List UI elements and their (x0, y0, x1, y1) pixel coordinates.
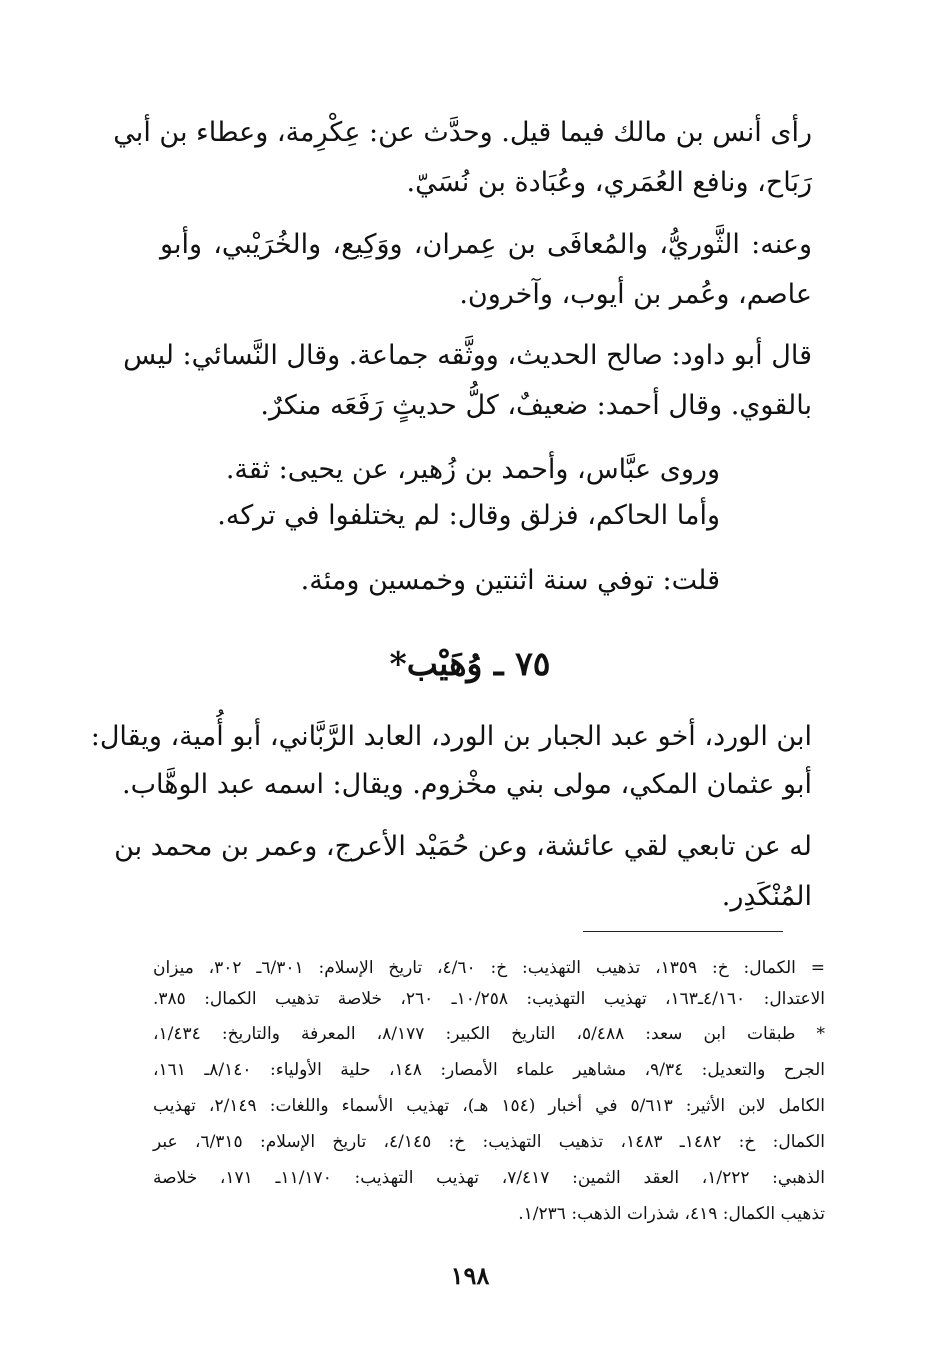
body-line: قلت: توفي سنة اثنتين وخمسين ومئة. (300, 565, 720, 596)
body-line: رَبَاح، ونافع العُمَري، وعُبَادة بن نُسَيّ. (406, 167, 812, 198)
entry-heading: ٧٥ ـ وُهَيْب* (389, 644, 551, 683)
page-number: ١٩٨ (450, 1261, 490, 1290)
footnote-separator (583, 931, 783, 932)
body-line: وروى عبَّاس، وأحمد بن زُهير، عن يحيى: ثقة. (225, 454, 720, 485)
footnote-line: الكامل لابن الأثير: ٥/٦١٣ في أخبار (١٥٤ هـ)، تهذيب الأسماء واللغات: ٢/١٤٩، تهذيب (153, 1096, 826, 1116)
entry-line: له عن تابعي لقي عائشة، وعن حُمَيْد الأعرج، وعمر بن محمد بن (114, 831, 812, 862)
body-line: قال أبو داود: صالح الحديث، ووثَّقه جماعة. وقال النَّسائي: ليس (123, 340, 812, 371)
footnote-line: الاعتدال: ٤/١٦٠ـ١٦٣، تهذيب التهذيب: ١٠/٢٥٨ـ ٢٦٠، خلاصة تذهيب الكمال: ٣٨٥. (153, 989, 826, 1009)
entry-line: أبو عثمان المكي، مولى بني مخْزوم. ويقال: اسمه عبد الوهَّاب. (122, 769, 812, 800)
entry-line: ابن الورد، أخو عبد الجبار بن الورد، العابد الرَّبَّاني، أبو أُمية، ويقال: (90, 721, 812, 752)
footnote-line: * طبقات ابن سعد: ٥/٤٨٨، التاريخ الكبير: ٨/١٧٧، المعرفة والتاريخ: ١/٤٣٤، (153, 1024, 826, 1044)
footnote-line: الكمال: خ: ١٤٨٢ـ ١٤٨٣، تذهيب التهذيب: خ: ٤/١٤٥، تاريخ الإسلام: ٦/٣١٥، عبر (153, 1132, 825, 1152)
body-line: وأما الحاكم، فزلق وقال: لم يختلفوا في تركه. (217, 500, 720, 531)
entry-line: المُنْكَدِر. (721, 881, 812, 912)
footnote-line: الذهبي: ١/٢٢٢، العقد الثمين: ٧/٤١٧، تهذيب التهذيب: ١١/١٧٠ـ ١٧١، خلاصة (153, 1168, 826, 1188)
body-line: عاصم، وعُمر بن أيوب، وآخرون. (459, 279, 812, 310)
body-line: بالقوي. وقال أحمد: ضعيفٌ، كلُّ حديثٍ رَفَعَه منكرٌ. (260, 390, 812, 421)
footnote-line: تذهيب الكمال: ٤١٩، شذرات الذهب: ١/٢٣٦. (518, 1204, 825, 1224)
footnote-line: = الكمال: خ: ١٣٥٩، تذهيب التهذيب: خ: ٤/٦٠، تاريخ الإسلام: ٦/٣٠١ـ ٣٠٢، ميزان (153, 958, 825, 978)
footnote-line: الجرح والتعديل: ٩/٣٤، مشاهير علماء الأمصار: ١٤٨، حلية الأولياء: ٨/١٤٠ـ ١٦١، (153, 1060, 825, 1080)
body-line: وعنه: الثَّوريُّ، والمُعافَى بن عِمران، ووَكِيع، والخُرَيْبي، وأبو (160, 229, 812, 260)
body-line: رأى أنس بن مالك فيما قيل. وحدَّث عن: عِكْرِمة، وعطاء بن أبي (113, 117, 812, 148)
